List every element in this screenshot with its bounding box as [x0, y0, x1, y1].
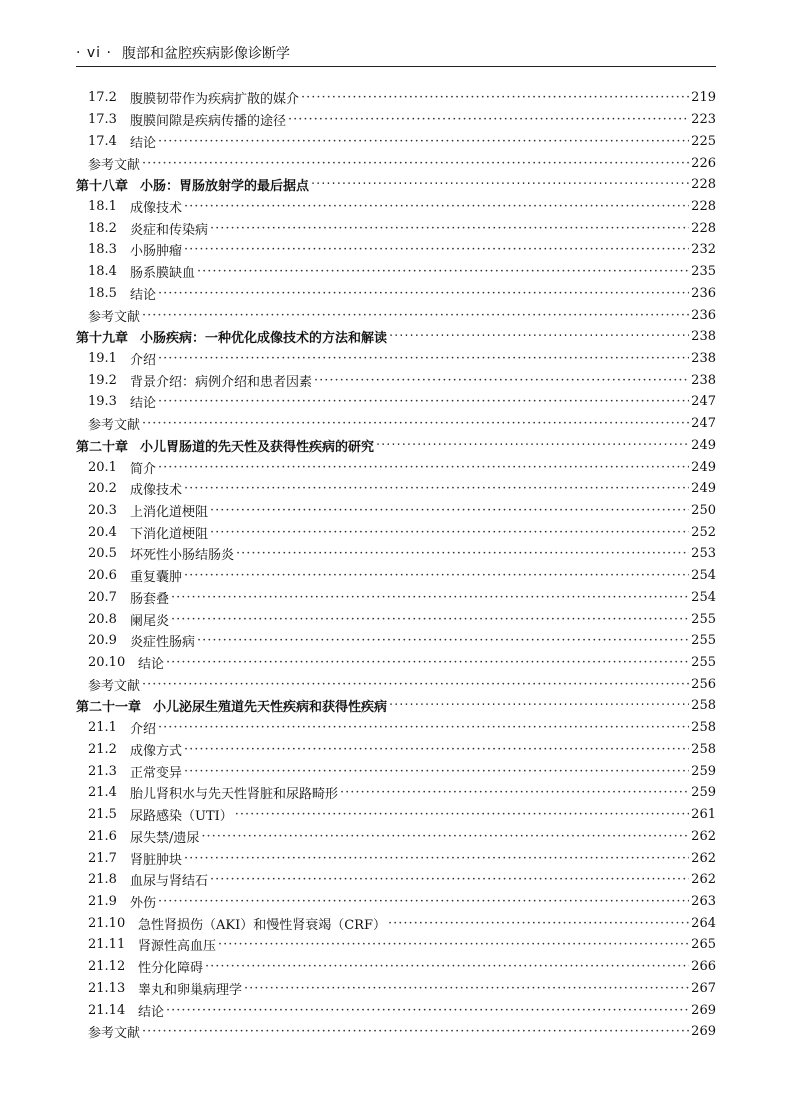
entry-title: 炎症性肠病: [130, 635, 196, 651]
toc-references-entry[interactable]: [76, 1021, 716, 1043]
entry-title: 血尿与肾结石: [130, 874, 209, 890]
toc-section-entry[interactable]: [76, 739, 716, 761]
toc-section-entry[interactable]: [76, 109, 716, 131]
page-ref: 219: [691, 90, 716, 106]
dot-leader: [201, 830, 689, 843]
page-number: · vi ·: [76, 45, 112, 61]
page-ref: 256: [691, 676, 716, 692]
entry-title: 肠系膜缺血: [130, 266, 196, 282]
section-number: 18.3: [88, 242, 117, 258]
dot-leader: [197, 265, 689, 278]
page-ref: 226: [691, 155, 716, 171]
entry-title: 正常变异: [130, 765, 183, 781]
table-of-contents: [76, 87, 716, 1043]
page-ref: 258: [691, 741, 716, 757]
page-ref: 238: [691, 329, 716, 345]
entry-title: 坏死性小肠结肠炎: [130, 548, 235, 564]
section-number: 21.8: [88, 872, 117, 888]
entry-title: 小儿泌尿生殖道先天性疾病和获得性疾病: [153, 700, 388, 716]
dot-leader: [388, 917, 689, 930]
section-number: 21.12: [88, 959, 126, 975]
page-ref: 228: [691, 198, 716, 214]
entry-title: 急性肾损伤（AKI）和慢性肾衰竭（CRF）: [138, 917, 386, 933]
toc-section-entry[interactable]: [76, 630, 716, 652]
section-number: 17.3: [88, 112, 117, 128]
entry-title: 背景介绍：病例介绍和患者因素: [130, 374, 313, 390]
section-number: 20.1: [88, 459, 117, 475]
toc-section-entry[interactable]: [76, 847, 716, 869]
page-ref: 253: [691, 546, 716, 562]
toc-section-entry[interactable]: [76, 543, 716, 565]
section-number: 20.2: [88, 481, 117, 497]
page-ref: 247: [691, 416, 716, 432]
dot-leader: [376, 439, 689, 452]
toc-references-entry[interactable]: [76, 152, 716, 174]
toc-section-entry[interactable]: [76, 956, 716, 978]
entry-title: 参考文献: [88, 678, 141, 694]
dot-leader: [210, 526, 689, 539]
toc-section-entry[interactable]: [76, 261, 716, 283]
dot-leader: [218, 938, 689, 951]
section-number: 20.4: [88, 524, 117, 540]
page-ref: 228: [691, 220, 716, 236]
entry-title: 介绍: [130, 352, 157, 368]
toc-section-entry[interactable]: [76, 478, 716, 500]
entry-title: 介绍: [130, 722, 157, 738]
section-number: 20.9: [88, 633, 117, 649]
section-number: 21.11: [88, 937, 126, 953]
toc-chapter-entry[interactable]: [76, 435, 716, 457]
section-number: 18.5: [88, 285, 117, 301]
entry-title: 小肠：胃肠放射学的最后据点: [140, 179, 310, 195]
entry-title: 阑尾炎: [130, 613, 170, 629]
page-ref: 249: [691, 437, 716, 453]
page-ref: 254: [691, 589, 716, 605]
dot-leader: [184, 200, 689, 213]
entry-title: 腹膜韧带作为疾病扩散的媒介: [130, 92, 300, 108]
entry-title: 性分化障碍: [138, 961, 204, 977]
page-ref: 263: [691, 893, 716, 909]
dot-leader: [288, 113, 689, 126]
chapter-number: 第二十一章: [76, 700, 142, 716]
page-ref: 264: [691, 915, 716, 931]
page-ref: 267: [691, 980, 716, 996]
page-ref: 236: [691, 307, 716, 323]
toc-references-entry[interactable]: [76, 304, 716, 326]
dot-leader: [314, 374, 689, 387]
section-number: 21.4: [88, 785, 117, 801]
page-ref: 238: [691, 372, 716, 388]
dot-leader: [158, 135, 689, 148]
page-ref: 255: [691, 655, 716, 671]
entry-title: 炎症和传染病: [130, 222, 209, 238]
page-ref: 266: [691, 959, 716, 975]
entry-title: 外伤: [130, 895, 157, 911]
page-ref: 265: [691, 937, 716, 953]
entry-title: 结论: [130, 396, 157, 412]
dot-leader: [210, 222, 689, 235]
toc-section-entry[interactable]: [76, 217, 716, 239]
toc-section-entry[interactable]: [76, 869, 716, 891]
dot-leader: [142, 1025, 689, 1038]
dot-leader: [244, 982, 689, 995]
dot-leader: [171, 613, 689, 626]
section-number: 20.6: [88, 568, 117, 584]
dot-leader: [142, 417, 689, 430]
entry-title: 结论: [130, 287, 157, 303]
section-number: 17.2: [88, 90, 117, 106]
section-number: 21.5: [88, 807, 117, 823]
toc-section-entry[interactable]: [76, 239, 716, 261]
page-ref: 228: [691, 177, 716, 193]
page-ref: 232: [691, 242, 716, 258]
section-number: 20.7: [88, 589, 117, 605]
toc-section-entry[interactable]: [76, 608, 716, 630]
toc-section-entry[interactable]: [76, 196, 716, 218]
toc-references-entry[interactable]: [76, 413, 716, 435]
dot-leader: [389, 699, 689, 712]
toc-section-entry[interactable]: [76, 912, 716, 934]
dot-leader: [158, 461, 689, 474]
dot-leader: [184, 569, 689, 582]
section-number: 21.6: [88, 828, 117, 844]
entry-title: 成像技术: [130, 483, 183, 499]
dot-leader: [205, 960, 689, 973]
page-ref: 252: [691, 524, 716, 540]
dot-leader: [184, 743, 689, 756]
dot-leader: [171, 591, 689, 604]
toc-section-entry[interactable]: [76, 760, 716, 782]
page-ref: 269: [691, 1024, 716, 1040]
entry-title: 肾脏肿块: [130, 852, 183, 868]
section-number: 19.1: [88, 350, 117, 366]
toc-section-entry[interactable]: [76, 282, 716, 304]
dot-leader: [158, 352, 689, 365]
dot-leader: [184, 243, 689, 256]
toc-section-entry[interactable]: [76, 565, 716, 587]
entry-title: 下消化道梗阻: [130, 526, 209, 542]
toc-section-entry[interactable]: [76, 999, 716, 1021]
entry-title: 参考文献: [88, 309, 141, 325]
chapter-number: 第十八章: [76, 179, 129, 195]
section-number: 19.3: [88, 394, 117, 410]
dot-leader: [158, 721, 689, 734]
section-number: 20.5: [88, 546, 117, 562]
section-number: 20.3: [88, 503, 117, 519]
entry-title: 小肠肿瘤: [130, 244, 183, 260]
dot-leader: [197, 634, 689, 647]
book-title: 腹部和盆腔疾病影像诊断学: [121, 46, 290, 62]
section-number: 21.1: [88, 720, 117, 736]
chapter-number: 第二十章: [76, 439, 129, 455]
entry-title: 结论: [138, 657, 165, 673]
section-number: 21.3: [88, 763, 117, 779]
dot-leader: [184, 482, 689, 495]
entry-title: 参考文献: [88, 157, 141, 173]
chapter-number: 第十九章: [76, 331, 129, 347]
section-number: 18.4: [88, 264, 117, 280]
page-ref: 269: [691, 1002, 716, 1018]
entry-title: 小肠疾病：一种优化成像技术的方法和解读: [140, 331, 388, 347]
toc-section-entry[interactable]: [76, 891, 716, 913]
dot-leader: [142, 309, 689, 322]
dot-leader: [340, 786, 689, 799]
toc-section-entry[interactable]: [76, 825, 716, 847]
entry-title: 结论: [138, 1004, 165, 1020]
toc-section-entry[interactable]: [76, 500, 716, 522]
section-number: 19.2: [88, 372, 117, 388]
entry-title: 上消化道梗阻: [130, 505, 209, 521]
dot-leader: [210, 504, 689, 517]
toc-section-entry[interactable]: [76, 130, 716, 152]
entry-title: 参考文献: [88, 1026, 141, 1042]
section-number: 18.1: [88, 198, 117, 214]
toc-section-entry[interactable]: [76, 977, 716, 999]
entry-title: 小儿胃肠道的先天性及获得性疾病的研究: [140, 439, 375, 455]
section-number: 21.9: [88, 893, 117, 909]
toc-section-entry[interactable]: [76, 652, 716, 674]
entry-title: 尿路感染（UTI）: [130, 809, 233, 825]
page-ref: 259: [691, 785, 716, 801]
page-ref: 223: [691, 112, 716, 128]
entry-title: 成像方式: [130, 743, 183, 759]
page-ref: 255: [691, 633, 716, 649]
page-ref: 249: [691, 481, 716, 497]
page-ref: 258: [691, 720, 716, 736]
header-rule: [76, 66, 716, 67]
entry-title: 参考文献: [88, 418, 141, 434]
toc-section-entry[interactable]: [76, 456, 716, 478]
section-number: 21.2: [88, 741, 117, 757]
dot-leader: [311, 178, 689, 191]
dot-leader: [184, 765, 689, 778]
entry-title: 肾源性高血压: [138, 939, 217, 955]
entry-title: 尿失禁/遗尿: [130, 830, 200, 846]
page-ref: 238: [691, 350, 716, 366]
dot-leader: [210, 873, 689, 886]
toc-chapter-entry[interactable]: [76, 174, 716, 196]
toc-section-entry[interactable]: [76, 391, 716, 413]
page-ref: 235: [691, 264, 716, 280]
toc-references-entry[interactable]: [76, 673, 716, 695]
dot-leader: [166, 1004, 689, 1017]
toc-chapter-entry[interactable]: [76, 326, 716, 348]
entry-title: 胎儿肾积水与先天性肾脏和尿路畸形: [130, 787, 339, 803]
page-ref: 254: [691, 568, 716, 584]
page-ref: 236: [691, 285, 716, 301]
section-number: 21.10: [88, 915, 126, 931]
dot-leader: [158, 287, 689, 300]
toc-section-entry[interactable]: [76, 587, 716, 609]
running-header: [76, 42, 716, 64]
page-ref: 262: [691, 872, 716, 888]
dot-leader: [184, 852, 689, 865]
page-ref: 262: [691, 828, 716, 844]
entry-title: 腹膜间隙是疾病传播的途径: [130, 114, 287, 130]
dot-leader: [301, 91, 689, 104]
page-ref: 250: [691, 503, 716, 519]
toc-section-entry[interactable]: [76, 804, 716, 826]
page-ref: 255: [691, 611, 716, 627]
dot-leader: [389, 330, 689, 343]
dot-leader: [235, 808, 689, 821]
page-ref: 249: [691, 459, 716, 475]
section-number: 21.7: [88, 850, 117, 866]
toc-section-entry[interactable]: [76, 521, 716, 543]
section-number: 17.4: [88, 133, 117, 149]
dot-leader: [236, 547, 689, 560]
dot-leader: [158, 895, 689, 908]
section-number: 21.13: [88, 980, 126, 996]
entry-title: 简介: [130, 461, 157, 477]
page-ref: 258: [691, 698, 716, 714]
dot-leader: [166, 656, 689, 669]
toc-section-entry[interactable]: [76, 348, 716, 370]
toc-section-entry[interactable]: [76, 782, 716, 804]
page-ref: 262: [691, 850, 716, 866]
page-ref: 247: [691, 394, 716, 410]
toc-section-entry[interactable]: [76, 87, 716, 109]
page-ref: 259: [691, 763, 716, 779]
section-number: 20.8: [88, 611, 117, 627]
toc-chapter-entry[interactable]: [76, 695, 716, 717]
toc-section-entry[interactable]: [76, 934, 716, 956]
entry-title: 重复囊肿: [130, 570, 183, 586]
entry-title: 肠套叠: [130, 591, 170, 607]
dot-leader: [142, 157, 689, 170]
entry-title: 睾丸和卵巢病理学: [138, 982, 243, 998]
page-ref: 225: [691, 133, 716, 149]
dot-leader: [142, 678, 689, 691]
dot-leader: [158, 395, 689, 408]
page-ref: 261: [691, 807, 716, 823]
entry-title: 结论: [130, 135, 157, 151]
toc-section-entry[interactable]: [76, 369, 716, 391]
section-number: 18.2: [88, 220, 117, 236]
section-number: 20.10: [88, 655, 126, 671]
entry-title: 成像技术: [130, 200, 183, 216]
section-number: 21.14: [88, 1002, 126, 1018]
toc-section-entry[interactable]: [76, 717, 716, 739]
